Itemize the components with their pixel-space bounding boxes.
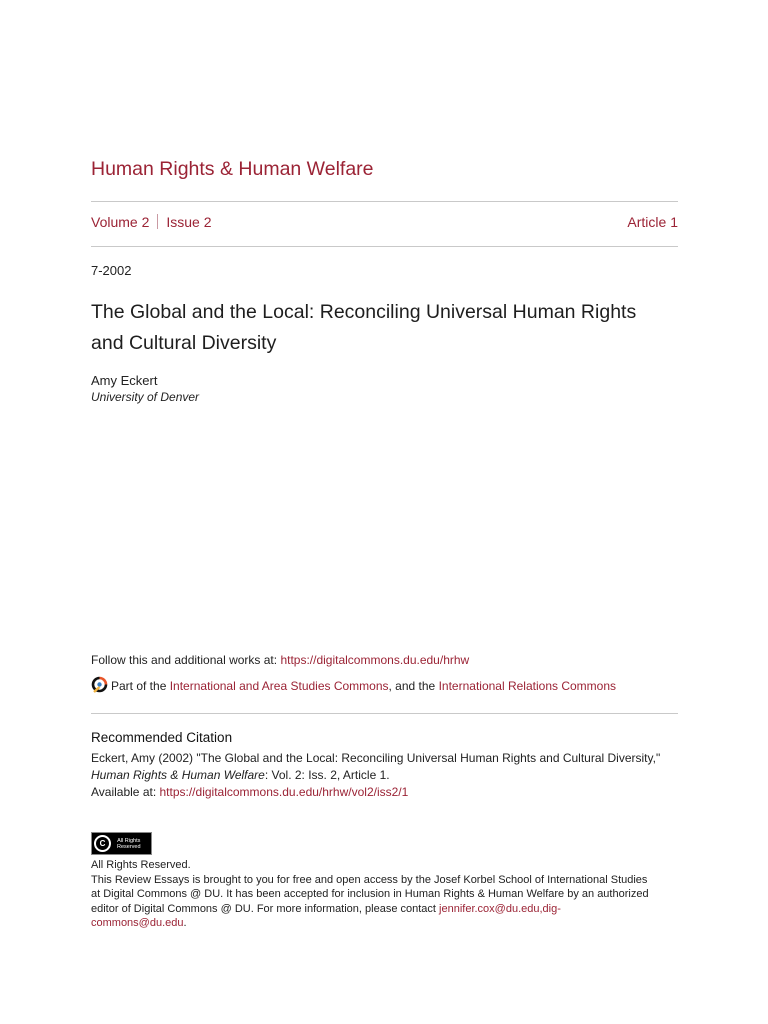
divider-issue bbox=[91, 246, 678, 247]
footer-text bbox=[91, 858, 681, 931]
license-badge[interactable] bbox=[91, 832, 152, 855]
international-area-studies-link[interactable]: International and Area Studies Commons bbox=[169, 678, 389, 693]
paper-title-line2: and Cultural Diversity bbox=[91, 332, 277, 354]
part-of-middle: , and the bbox=[388, 678, 436, 693]
part-of-prefix: Part of the bbox=[111, 678, 167, 693]
contact-email-link-2[interactable]: commons@du.edu bbox=[91, 917, 184, 929]
author-name: Amy Eckert bbox=[91, 373, 158, 388]
citation-line3 bbox=[91, 784, 691, 801]
badge-line1: All Rights bbox=[117, 837, 141, 844]
volume-link[interactable]: Volume 2 bbox=[91, 214, 150, 230]
available-prefix: Available at: bbox=[91, 785, 160, 799]
issue-bar bbox=[91, 214, 678, 230]
citation-line1: Eckert, Amy (2002) "The Global and the Local: Reconciling Universal Human Rights and Cultural Diversity," bbox=[91, 751, 661, 765]
bepress-network-icon bbox=[91, 676, 108, 695]
citation-block bbox=[91, 750, 691, 801]
footer-line1: This Review Essays is brought to you for free and open access by the Josef Korbel School of International Studies bbox=[91, 873, 648, 886]
journal-title[interactable]: Human Rights & Human Welfare bbox=[91, 158, 374, 180]
footer-line2: at Digital Commons @ DU. It has been accepted for inclusion in Human Rights & Human Welfare by an authorized bbox=[91, 888, 649, 900]
recommended-citation-heading: Recommended Citation bbox=[91, 730, 233, 745]
follow-line bbox=[91, 653, 469, 667]
divider-citation bbox=[91, 713, 678, 714]
badge-line2: Reserved bbox=[117, 843, 141, 850]
paper-title bbox=[91, 297, 671, 359]
footer-line4 bbox=[91, 916, 681, 931]
footer-period: . bbox=[183, 917, 187, 929]
article-link[interactable]: Article 1 bbox=[627, 214, 678, 230]
follow-prefix: Follow this and additional works at: bbox=[91, 653, 281, 667]
license-text: All Rights Reserved. bbox=[91, 859, 191, 871]
citation-url-link[interactable]: https://digitalcommons.du.edu/hrhw/vol2/iss2/1 bbox=[159, 785, 409, 799]
issue-link[interactable]: Issue 2 bbox=[166, 214, 212, 230]
follow-url-link[interactable]: https://digitalcommons.du.edu/hrhw bbox=[280, 653, 470, 667]
footer-line3-prefix: editor of Digital Commons @ DU. For more information, please contact bbox=[91, 902, 440, 915]
citation-vol: : Vol. 2: Iss. 2, Article 1. bbox=[264, 768, 390, 782]
author-affiliation: University of Denver bbox=[91, 390, 200, 404]
part-of-line bbox=[91, 676, 616, 695]
copyright-icon: C bbox=[94, 835, 111, 852]
footer-line3 bbox=[91, 902, 681, 917]
paper-title-line1: The Global and the Local: Reconciling Universal Human Rights bbox=[91, 301, 637, 323]
license-badge-text bbox=[117, 838, 141, 850]
divider-top bbox=[91, 201, 678, 202]
contact-email-link-1[interactable]: jennifer.cox@du.edu,dig- bbox=[439, 902, 561, 915]
citation-journal: Human Rights & Human Welfare bbox=[91, 768, 265, 782]
international-relations-link[interactable]: International Relations Commons bbox=[438, 678, 616, 693]
citation-line2 bbox=[91, 767, 691, 784]
separator bbox=[157, 214, 158, 229]
publication-date: 7-2002 bbox=[91, 263, 132, 278]
